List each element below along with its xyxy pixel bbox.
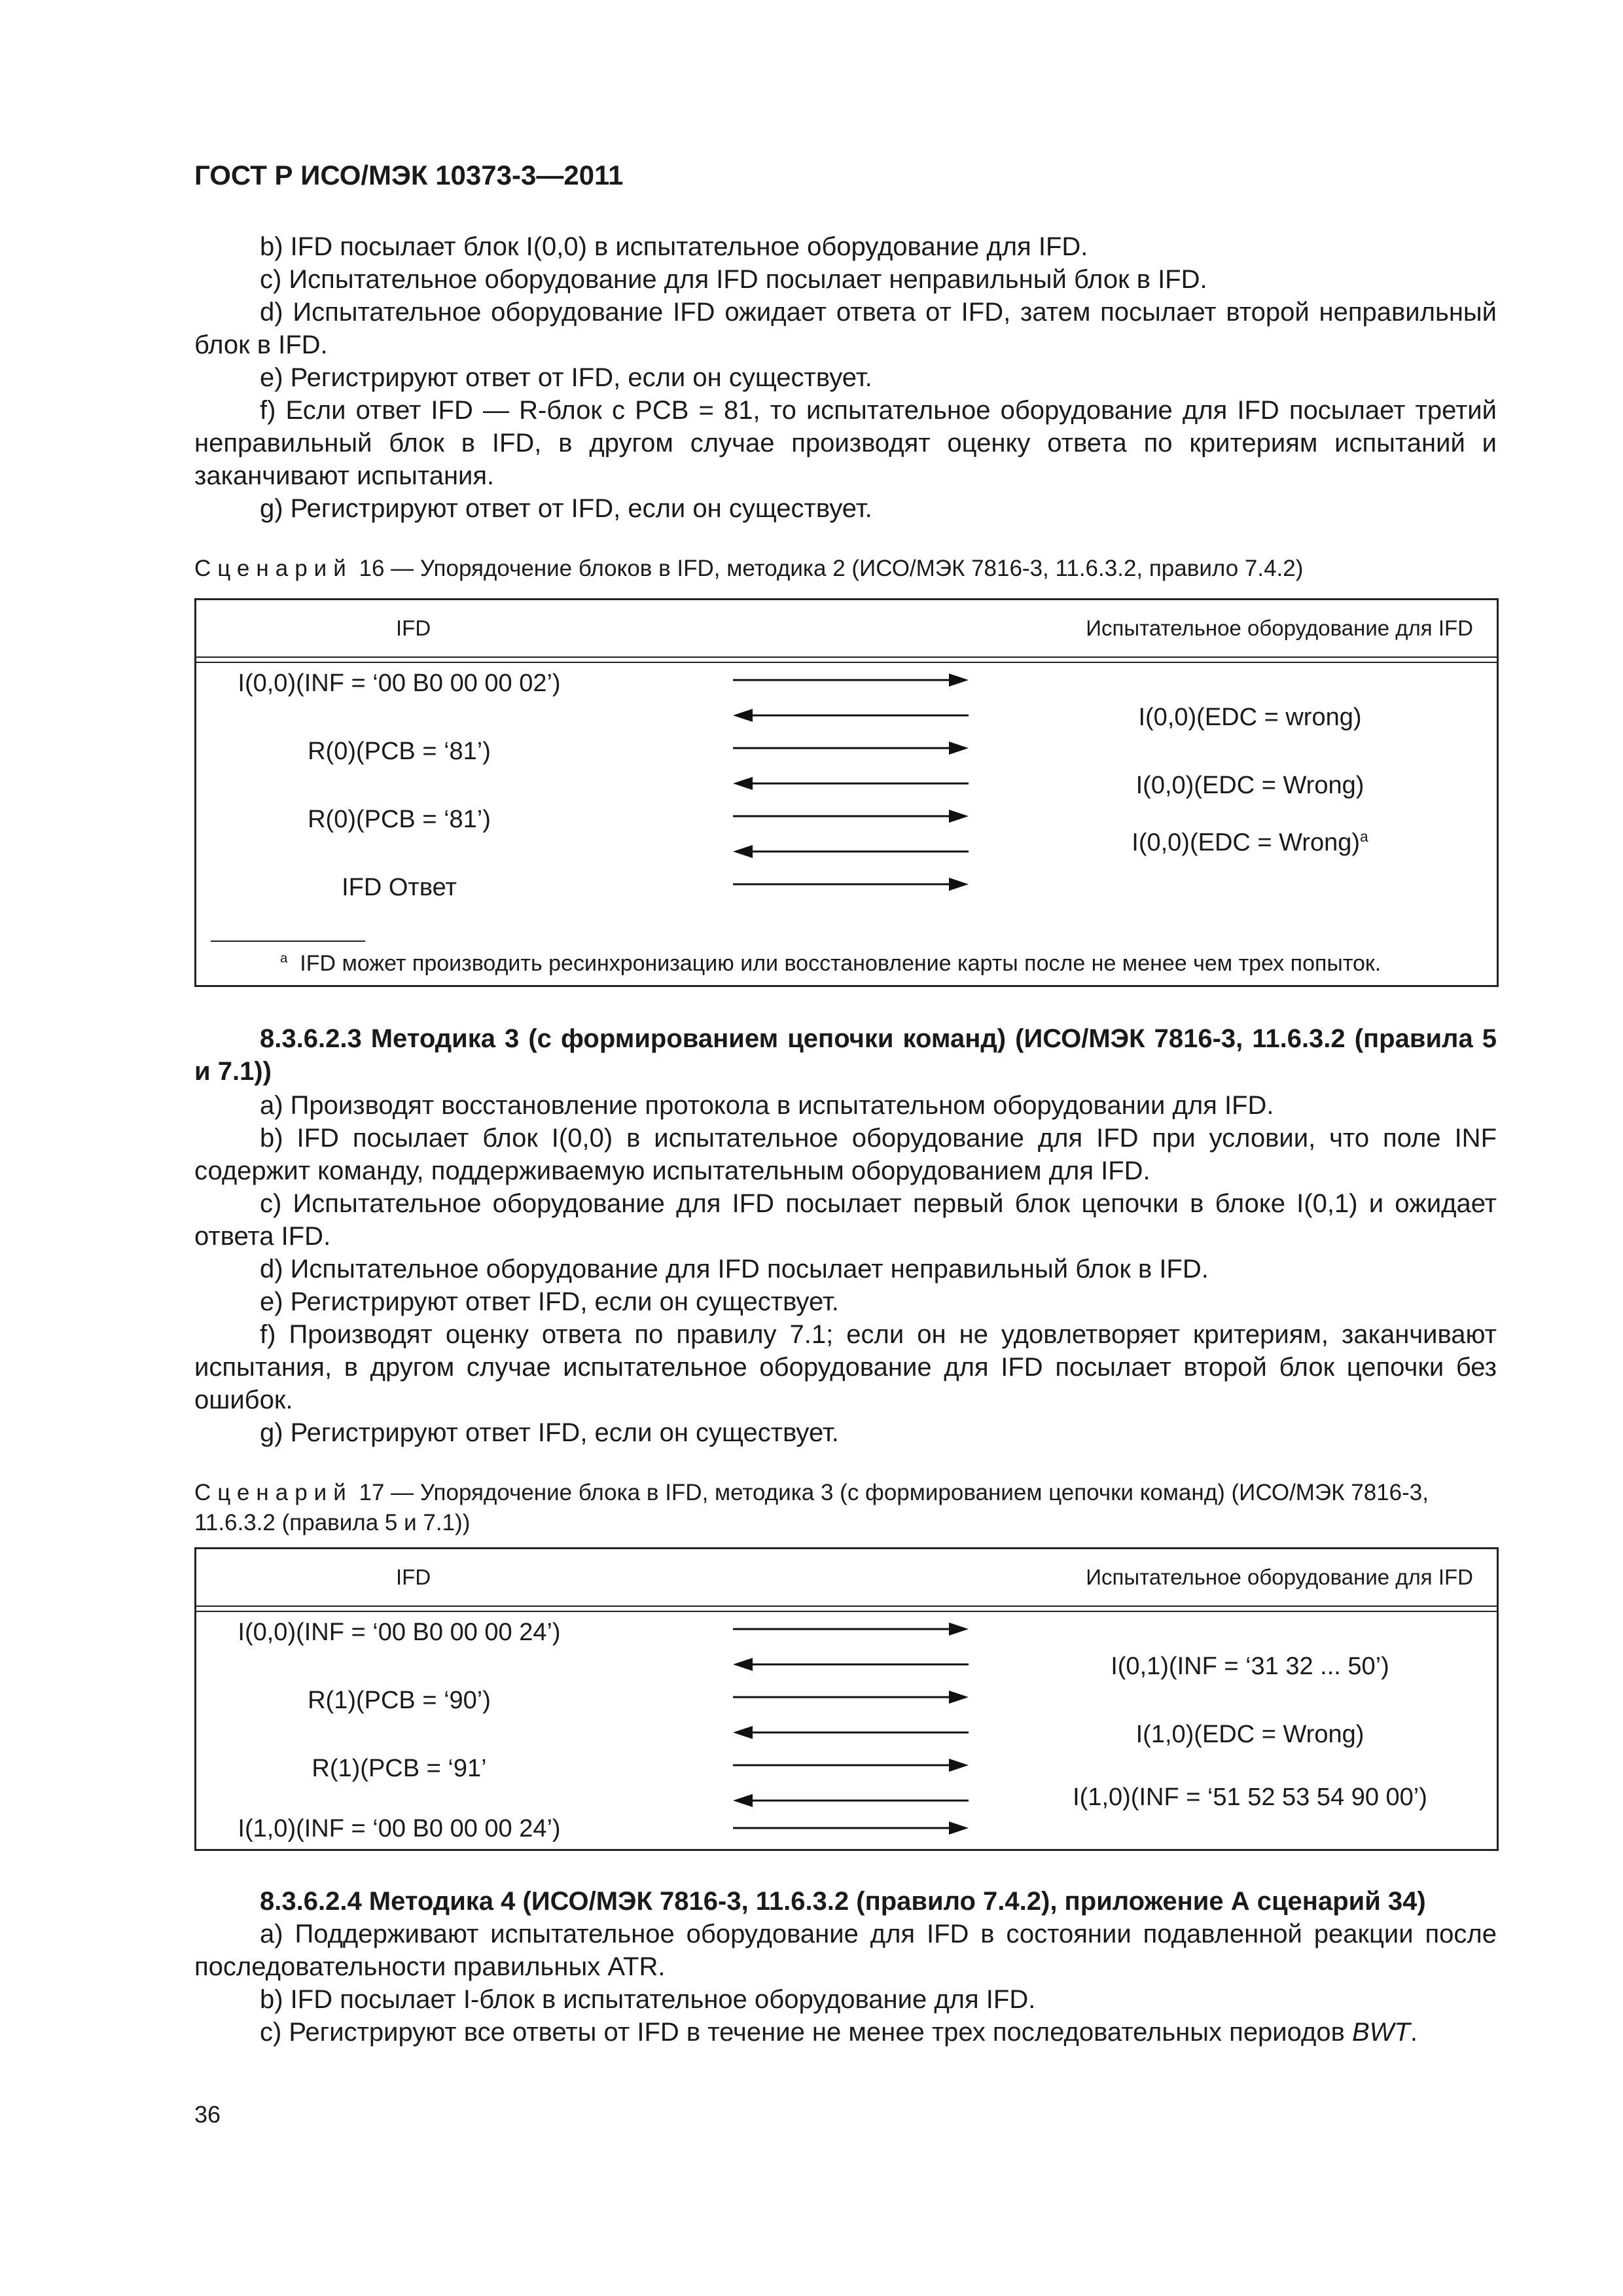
test-equipment-message: I(1,0)(INF = ‘51 52 53 54 90 00’) xyxy=(1073,1784,1427,1811)
scenario-16-table xyxy=(194,598,1499,987)
list-item: c) Испытательное оборудование для IFD посылает неправильный блок в IFD. xyxy=(260,265,1207,294)
list-item: e) Регистрируют ответ от IFD, если он существует. xyxy=(260,363,872,392)
test-equipment-message: I(0,0)(EDC = Wrong)$^a$ xyxy=(1132,828,1368,857)
document-header: ГОСТ Р ИСО/МЭК 10373-3—2011 xyxy=(194,160,624,190)
ifd-message: I(0,0)(INF = ‘00 B0 00 00 02’) xyxy=(238,670,561,697)
arrow-right-icon xyxy=(733,876,969,892)
caption-word: Сценарий xyxy=(194,556,353,581)
footnote-separator xyxy=(211,941,365,942)
arrow-left-icon xyxy=(733,708,969,723)
arrow-right-icon xyxy=(733,1689,969,1705)
page-number: 36 xyxy=(194,2101,221,2128)
test-equipment-message: I(0,0)(EDC = Wrong) xyxy=(1135,772,1364,799)
list-item: b) IFD посылает блок I(0,0) в испытательное оборудование для IFD при условии, что поле INF содержит команду, поддерживаемую испытательным оборудованием для IFD. xyxy=(194,1124,1497,1185)
scenario-17-caption xyxy=(194,1478,1497,1538)
arrow-right-icon xyxy=(733,1621,969,1637)
list-item: g) Регистрируют ответ от IFD, если он существует. xyxy=(260,494,872,523)
caption-text: 17 — Упорядочение блока в IFD, методика 3 (с формированием цепочки команд) (ИСО/МЭК 7816-3, 11.6.3.2 (правила 5 и 7.1)) xyxy=(194,1480,1429,1535)
column-header-test-equipment: Испытательное оборудование для IFD xyxy=(1086,1565,1473,1589)
section-heading: 8.3.6.2.3 Методика 3 (с формированием цепочки команд) (ИСО/МЭК 7816-3, 11.6.3.2 (правила 5 и 7.1)) xyxy=(194,1024,1497,1086)
ifd-message: R(0)(PCB = ‘81’) xyxy=(308,738,491,765)
list-item: d) Испытательное оборудование IFD ожидает ответа от IFD, затем посылает второй неправильный блок в IFD. xyxy=(194,298,1497,359)
arrow-right-icon xyxy=(733,740,969,756)
caption-text: 16 — Упорядочение блоков в IFD, методика 2 (ИСО/МЭК 7816-3, 11.6.3.2, правило 7.4.2) xyxy=(352,556,1304,581)
list-item: e) Регистрируют ответ IFD, если он существует. xyxy=(260,1287,839,1316)
list-item: b) IFD посылает I-блок в испытательное оборудование для IFD. xyxy=(260,1985,1036,2014)
scenario-17-table xyxy=(194,1547,1499,1851)
ifd-message: R(1)(PCB = ‘91’ xyxy=(312,1755,487,1782)
arrow-left-icon xyxy=(733,1657,969,1672)
column-header-test-equipment: Испытательное оборудование для IFD xyxy=(1086,616,1473,640)
scenario-16-caption xyxy=(194,554,1497,584)
column-header-ifd: IFD xyxy=(396,1565,431,1589)
arrow-right-icon xyxy=(733,1757,969,1773)
table-footnote: $^a$ IFD может производить ресинхронизацию или восстановление карты после не менее чем трех попыток. xyxy=(280,951,1382,976)
test-equipment-message: I(1,0)(EDC = Wrong) xyxy=(1135,1721,1364,1748)
arrow-right-icon xyxy=(733,1820,969,1836)
list-item: c) Испытательное оборудование для IFD посылает первый блок цепочки в блоке I(0,1) и ожидает ответа IFD. xyxy=(194,1189,1497,1251)
section-heading: 8.3.6.2.4 Методика 4 (ИСО/МЭК 7816-3, 11.6.3.2 (правило 7.4.2), приложение А сценарий 34) xyxy=(260,1887,1426,1916)
list-item: g) Регистрируют ответ IFD, если он существует. xyxy=(260,1418,839,1447)
ifd-message: I(0,0)(INF = ‘00 B0 00 00 24’) xyxy=(238,1619,561,1646)
test-equipment-message: I(0,0)(EDC = wrong) xyxy=(1138,704,1362,731)
arrow-right-icon xyxy=(733,808,969,824)
list-item: a) Производят восстановление протокола в испытательном оборудовании для IFD. xyxy=(260,1091,1274,1120)
list-item: a) Поддерживают испытательное оборудование для IFD в состоянии подавленной реакции после последовательности правильных ATR. xyxy=(194,1920,1497,1981)
list-item: d) Испытательное оборудование для IFD посылает неправильный блок в IFD. xyxy=(260,1255,1209,1283)
ifd-message: I(1,0)(INF = ‘00 B0 00 00 24’) xyxy=(238,1815,561,1842)
arrow-left-icon xyxy=(733,776,969,791)
ifd-message: R(1)(PCB = ‘90’) xyxy=(308,1687,491,1714)
list-item: c) Регистрируют все ответы от IFD в течение не менее трех последовательных периодов BWT. xyxy=(260,2018,1418,2047)
ifd-message: R(0)(PCB = ‘81’) xyxy=(308,806,491,833)
ifd-message: IFD Ответ xyxy=(342,874,457,901)
test-equipment-message: I(0,1)(INF = ‘31 32 ... 50’) xyxy=(1111,1653,1389,1680)
arrow-left-icon xyxy=(733,1725,969,1740)
list-item: b) IFD посылает блок I(0,0) в испытательное оборудование для IFD. xyxy=(260,232,1088,261)
caption-word: Сценарий xyxy=(194,1480,353,1505)
arrow-left-icon xyxy=(733,1793,969,1808)
list-item: f) Производят оценку ответа по правилу 7.1; если он не удовлетворяет критериям, заканчивают испытания, в другом случае испытательное оборудование для IFD посылает второй блок цепочки без ошибок. xyxy=(194,1320,1497,1414)
arrow-left-icon xyxy=(733,844,969,859)
footnote-ref: a xyxy=(1360,828,1368,845)
list-item: f) Если ответ IFD — R-блок с PCB = 81, то испытательное оборудование для IFD посылает третий неправильный блок в IFD, в другом случае производят оценку ответа по критериям испытаний и заканчивают испытания. xyxy=(194,396,1497,490)
column-header-ifd: IFD xyxy=(396,616,431,640)
arrow-right-icon xyxy=(733,672,969,688)
